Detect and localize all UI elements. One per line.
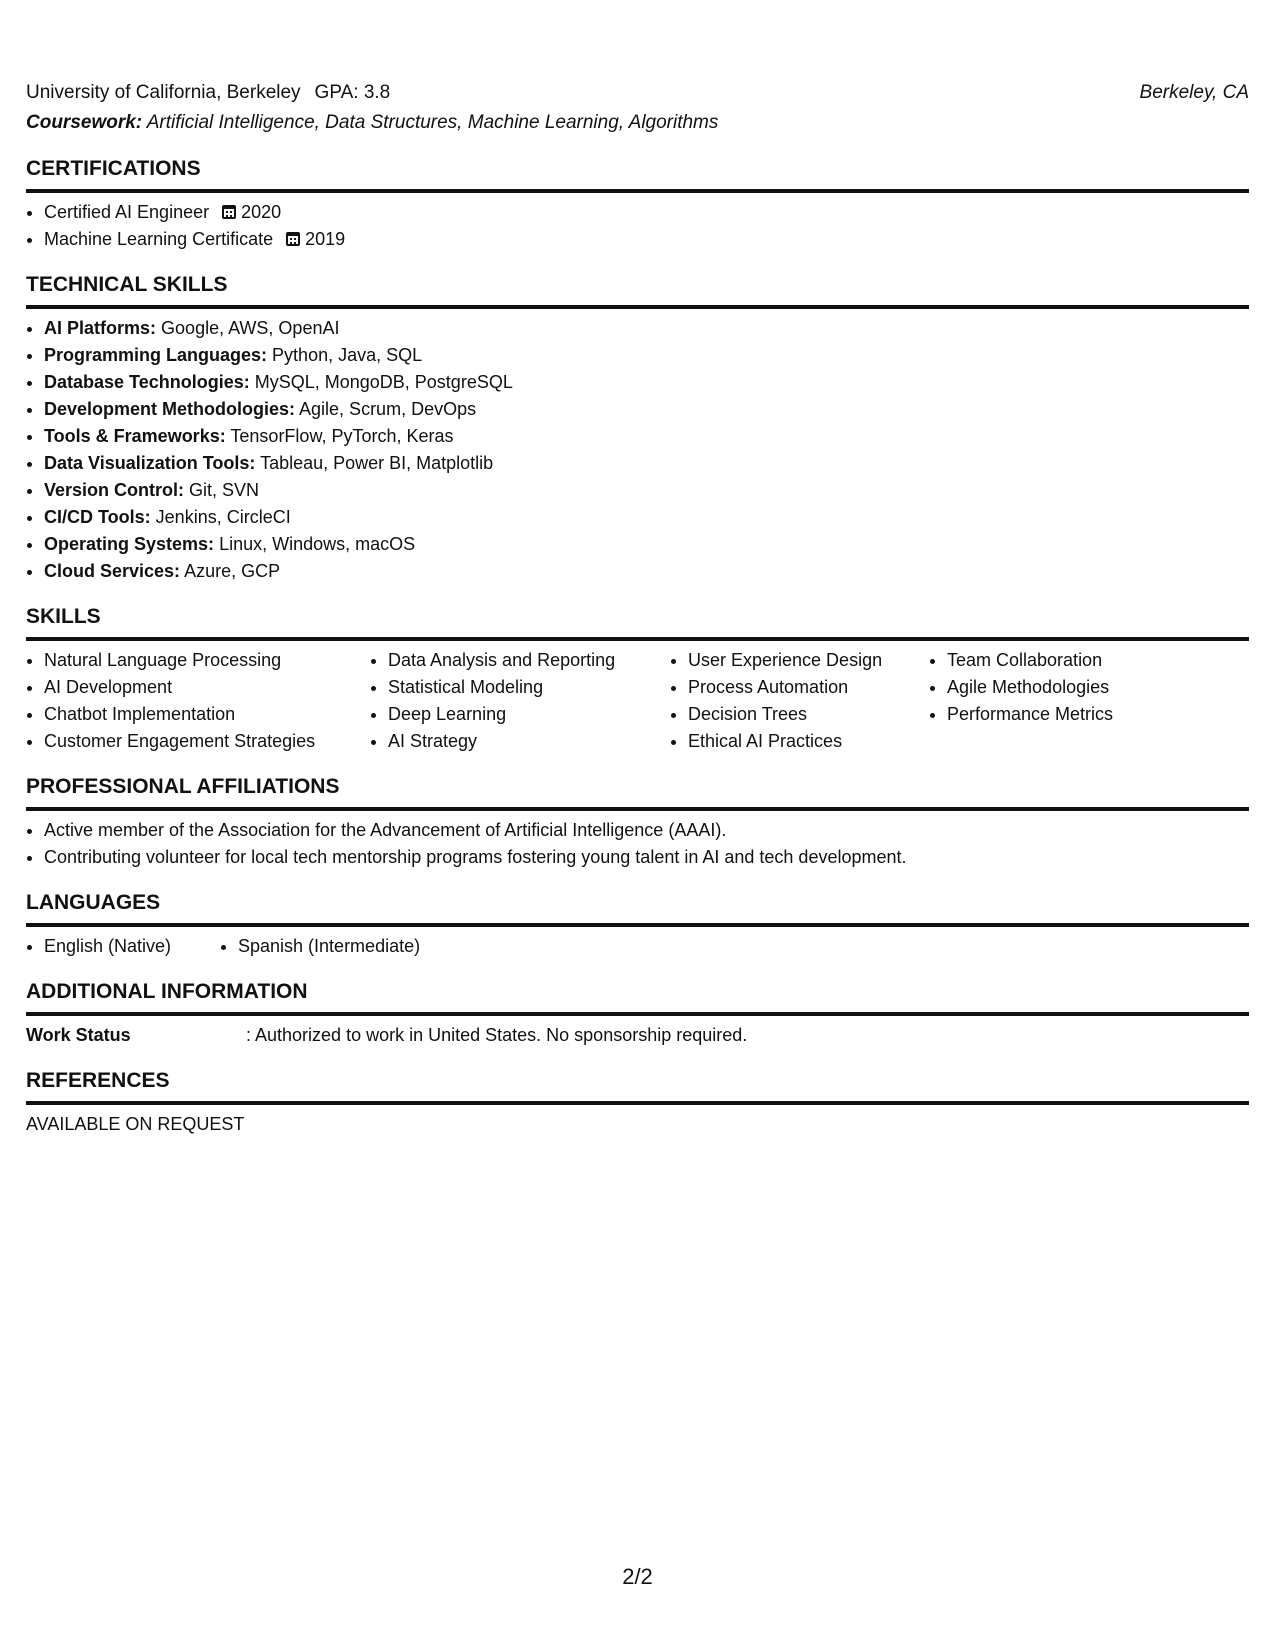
- skill-values: MySQL, MongoDB, PostgreSQL: [254, 372, 513, 392]
- skill-values: Jenkins, CircleCI: [155, 507, 291, 527]
- certification-name: Machine Learning Certificate: [44, 229, 274, 249]
- skills-grid: [26, 647, 1249, 755]
- skill-category: Programming Languages:: [44, 345, 268, 365]
- skill-values: Agile, Scrum, DevOps: [299, 399, 477, 419]
- skill-category: Data Visualization Tools:: [44, 453, 256, 473]
- section-divider: [26, 1012, 1249, 1016]
- skill-category: CI/CD Tools:: [44, 507, 151, 527]
- languages-list: [26, 933, 1249, 960]
- education-line: [26, 79, 1249, 107]
- technical-skills-list: [26, 315, 1249, 585]
- technical-skill-item: [44, 342, 1249, 369]
- skill-category: Cloud Services:: [44, 561, 181, 581]
- skill-item: • Natural Language Processing: [44, 647, 370, 674]
- skill-values: Azure, GCP: [184, 561, 281, 581]
- affiliations-heading: PROFESSIONAL AFFILIATIONS: [26, 775, 340, 798]
- section-divider: [26, 1101, 1249, 1105]
- skill-category: Version Control:: [44, 480, 185, 500]
- skill-values: Tableau, Power BI, Matplotlib: [260, 453, 494, 473]
- skills-heading: SKILLS: [26, 605, 101, 628]
- skill-category: Operating Systems:: [44, 534, 215, 554]
- section-divider: [26, 305, 1249, 309]
- skill-category: Tools & Frameworks:: [44, 426, 226, 446]
- skill-values: Google, AWS, OpenAI: [161, 318, 340, 338]
- language-item: • English (Native): [44, 933, 220, 960]
- languages-column: [26, 933, 220, 960]
- certification-item: [44, 226, 1249, 253]
- technical-skill-item: [44, 558, 1249, 585]
- languages-heading: LANGUAGES: [26, 891, 161, 914]
- certifications-heading: CERTIFICATIONS: [26, 157, 201, 180]
- work-status-value: : Authorized to work in United States. No sponsorship required.: [246, 1025, 748, 1045]
- coursework-label: Coursework:: [26, 112, 143, 133]
- skill-item: • Team Collaboration: [947, 647, 1197, 674]
- skill-item: • AI Strategy: [388, 728, 670, 755]
- skills-column: [26, 647, 370, 755]
- technical-skill-item: [44, 504, 1249, 531]
- skill-item: • Ethical AI Practices: [688, 728, 929, 755]
- section-divider: [26, 807, 1249, 811]
- section-divider: [26, 637, 1249, 641]
- technical-skill-item: [44, 423, 1249, 450]
- additional-info-heading: ADDITIONAL INFORMATION: [26, 980, 308, 1003]
- technical-skill-item: [44, 531, 1249, 558]
- certification-name: Certified AI Engineer: [44, 202, 210, 222]
- coursework-list: Artificial Intelligence, Data Structures, Machine Learning, Algorithms: [146, 112, 719, 133]
- skill-item: • Statistical Modeling: [388, 674, 670, 701]
- calendar-icon: [286, 232, 300, 246]
- work-status-row: [26, 1022, 1249, 1049]
- affiliation-item: • Contributing volunteer for local tech mentorship programs fostering young talent in AI and tech development.: [44, 844, 1249, 871]
- certification-year: 2019: [305, 229, 346, 249]
- section-divider: [26, 923, 1249, 927]
- skills-column: [929, 647, 1197, 755]
- calendar-icon: [222, 205, 236, 219]
- affiliation-item: • Active member of the Association for the Advancement of Artificial Intelligence (AAAI).: [44, 817, 1249, 844]
- skill-category: Database Technologies:: [44, 372, 250, 392]
- skill-item: • Data Analysis and Reporting: [388, 647, 670, 674]
- skill-item: • Agile Methodologies: [947, 674, 1197, 701]
- skill-item: • Deep Learning: [388, 701, 670, 728]
- coursework: [26, 109, 1249, 137]
- technical-skill-item: [44, 315, 1249, 342]
- references-heading: REFERENCES: [26, 1069, 170, 1092]
- education-location: Berkeley, CA: [1139, 82, 1249, 103]
- skill-values: Python, Java, SQL: [272, 345, 423, 365]
- skill-item: • Decision Trees: [688, 701, 929, 728]
- skills-column: [370, 647, 670, 755]
- skill-item: • Chatbot Implementation: [44, 701, 370, 728]
- technical-skill-item: [44, 396, 1249, 423]
- certification-item: [44, 199, 1249, 226]
- technical-skills-heading: TECHNICAL SKILLS: [26, 273, 228, 296]
- certifications-list: [26, 199, 1249, 253]
- skill-category: AI Platforms:: [44, 318, 157, 338]
- section-divider: [26, 189, 1249, 193]
- page-number: 2/2: [622, 1564, 653, 1589]
- skills-column: [670, 647, 929, 755]
- work-status-label: Work Status: [26, 1025, 131, 1045]
- skill-item: • Performance Metrics: [947, 701, 1197, 728]
- certification-year: 2020: [241, 202, 282, 222]
- skill-item: • Customer Engagement Strategies: [44, 728, 370, 755]
- languages-column: [220, 933, 420, 960]
- technical-skill-item: [44, 450, 1249, 477]
- skill-values: TensorFlow, PyTorch, Keras: [230, 426, 454, 446]
- skill-category: Development Methodologies:: [44, 399, 296, 419]
- skill-item: • AI Development: [44, 674, 370, 701]
- technical-skill-item: [44, 369, 1249, 396]
- affiliations-list: [26, 817, 1249, 871]
- school-name: University of California, Berkeley: [26, 82, 301, 103]
- skill-values: Linux, Windows, macOS: [219, 534, 416, 554]
- skill-item: • User Experience Design: [688, 647, 929, 674]
- gpa: GPA: 3.8: [314, 82, 391, 103]
- technical-skill-item: [44, 477, 1249, 504]
- skill-item: • Process Automation: [688, 674, 929, 701]
- skill-values: Git, SVN: [189, 480, 260, 500]
- references-text: AVAILABLE ON REQUEST: [26, 1114, 245, 1134]
- language-item: • Spanish (Intermediate): [238, 933, 420, 960]
